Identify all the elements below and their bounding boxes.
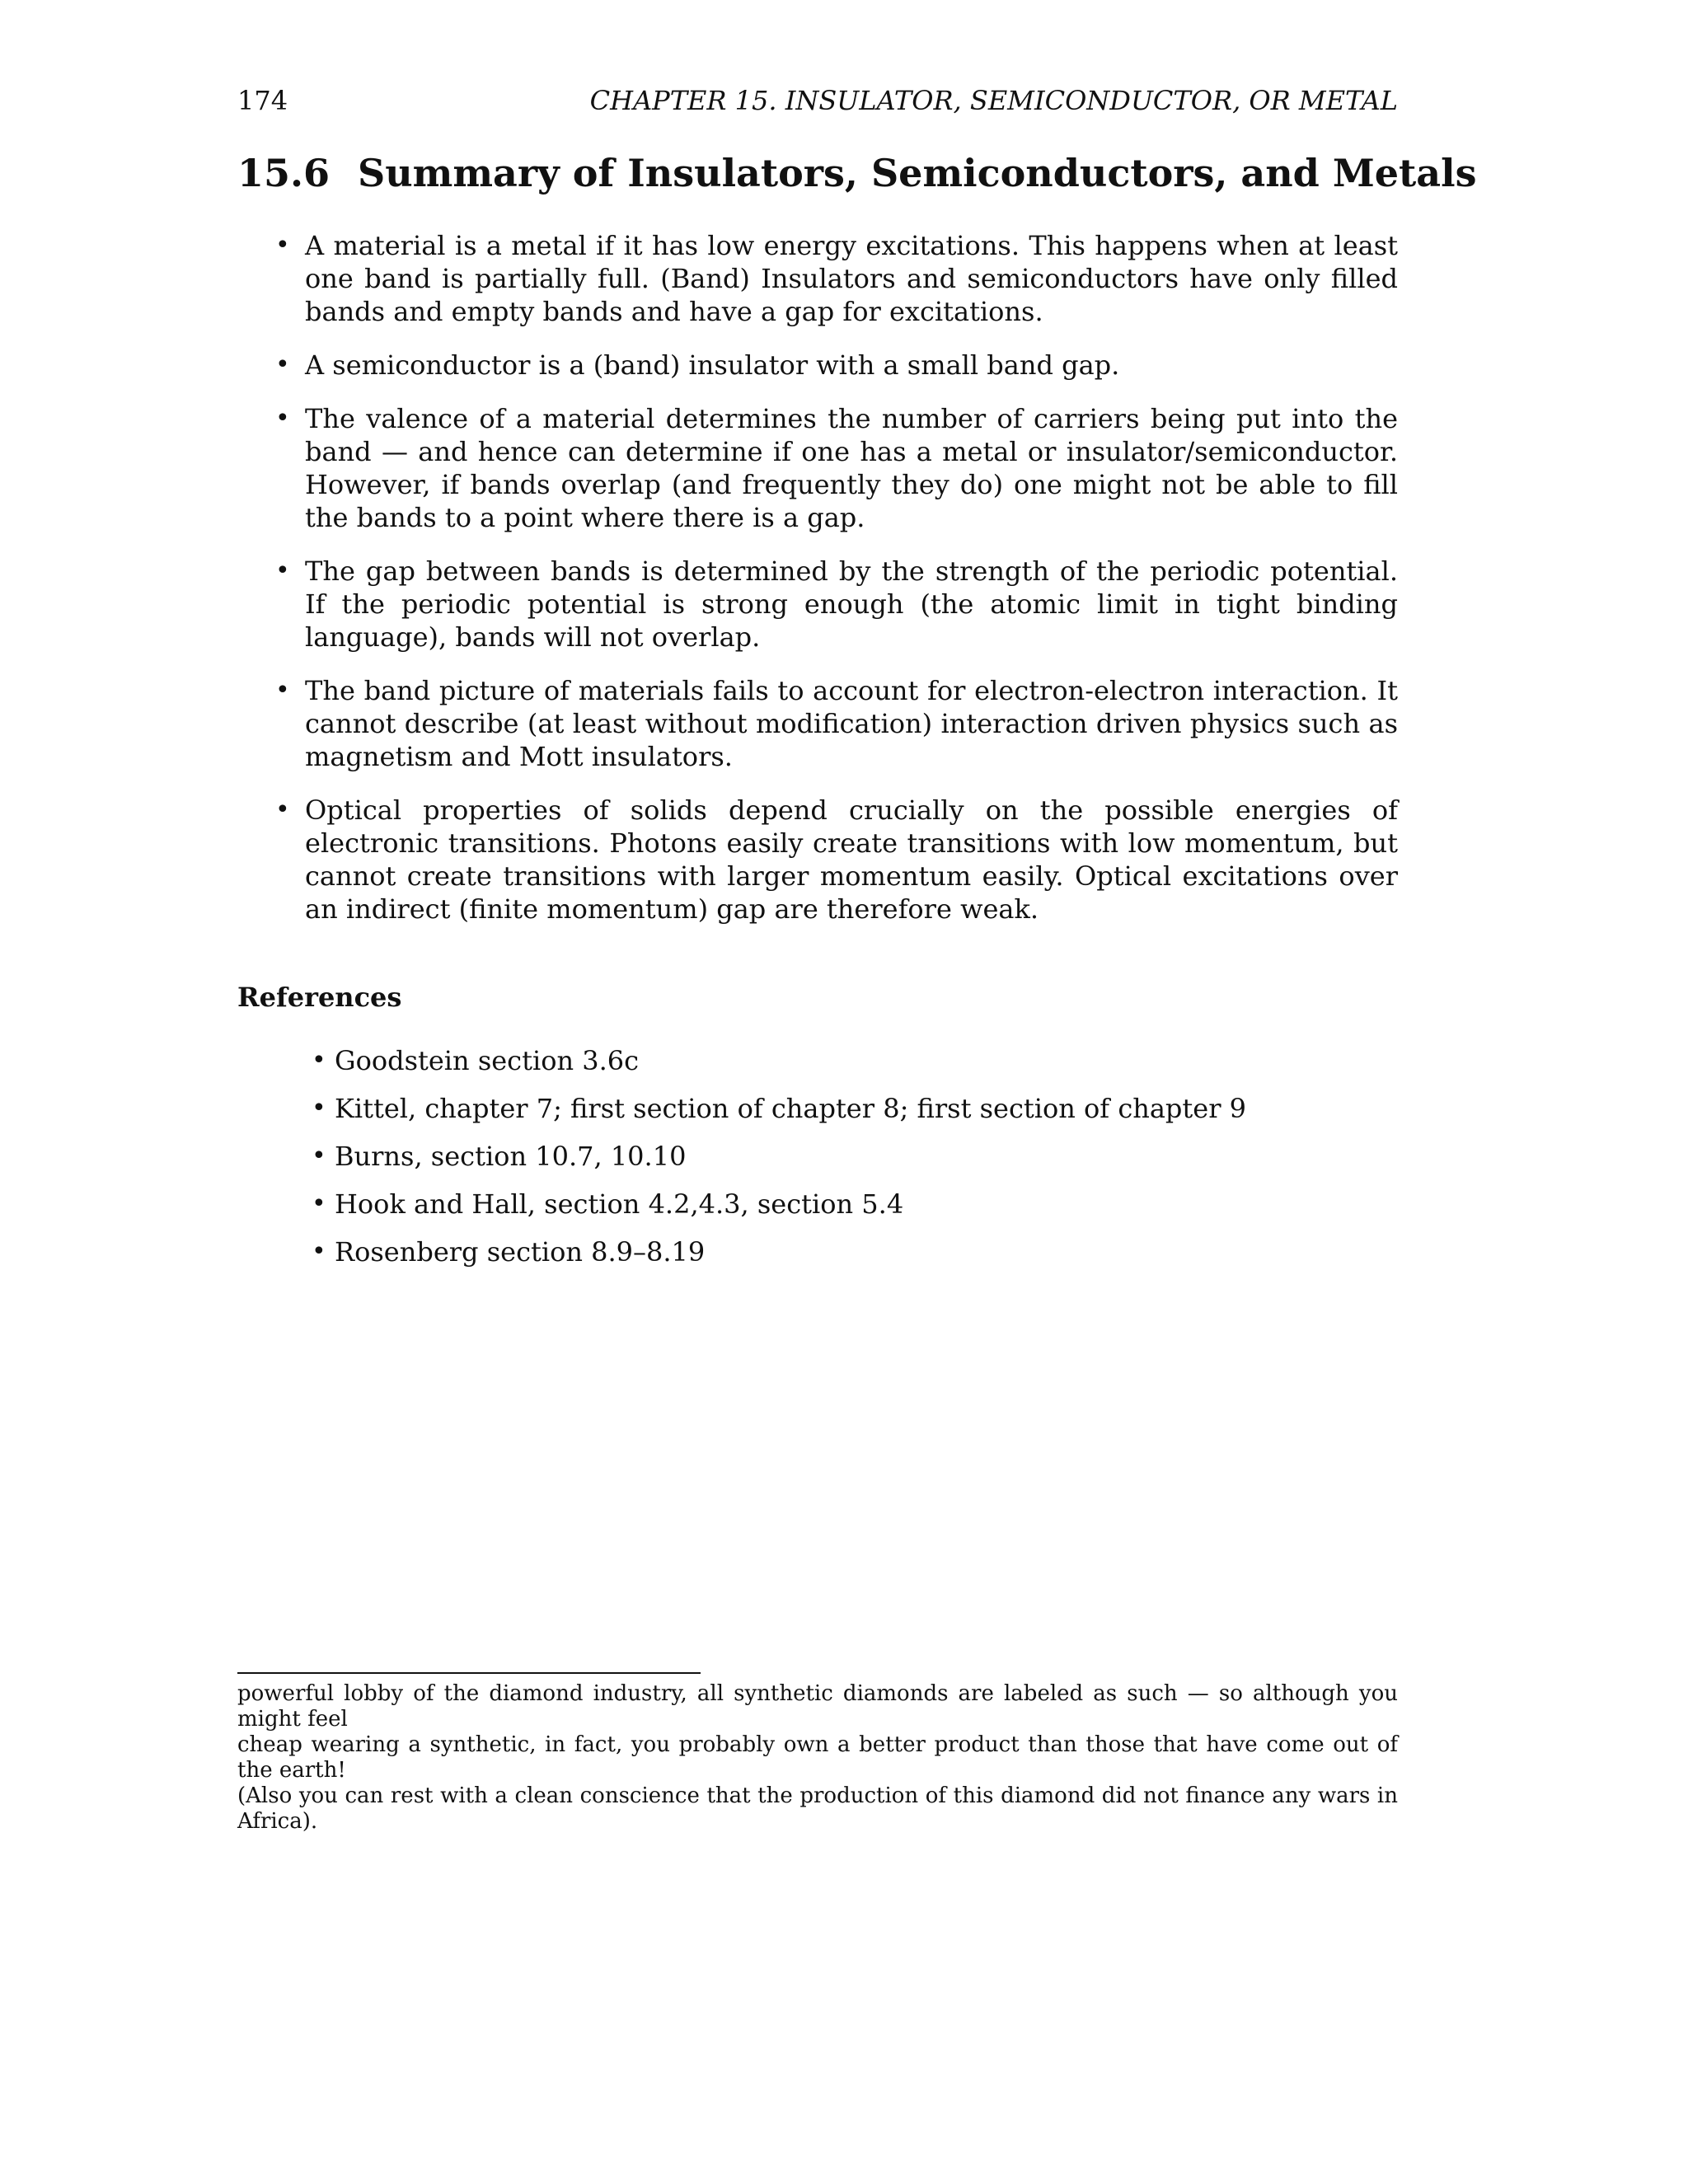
- bullet-icon: •: [312, 1094, 326, 1122]
- reference-item: [237, 1091, 1398, 1139]
- references-list: [237, 1043, 1398, 1282]
- chapter-running-title: CHAPTER 15. INSULATOR, SEMICONDUCTOR, OR METAL: [589, 85, 1398, 116]
- footnote-line: cheap wearing a synthetic, in fact, you probably own a better product than those that have come out of the earth!: [237, 1732, 1398, 1783]
- reference-text: Kittel, chapter 7; first section of chapter 8; first section of chapter 9: [335, 1093, 1247, 1124]
- footnote: [237, 1681, 1398, 1835]
- reference-text: Goodstein section 3.6c: [335, 1045, 640, 1076]
- bullet-icon: •: [275, 231, 290, 260]
- reference-text: Rosenberg section 8.9–8.19: [335, 1236, 706, 1268]
- summary-item-text: The band picture of materials fails to account for electron-electron interaction. It cannot describe (at least without modification) interaction driven physics such as magnetism and Mott insulators.: [305, 675, 1398, 772]
- summary-item: [237, 402, 1398, 534]
- summary-item: [237, 794, 1398, 926]
- bullet-icon: •: [275, 795, 290, 824]
- summary-item-text: A material is a metal if it has low energy excitations. This happens when at least one band is partially full. (Band) Insulators and semiconductors have only filled bands and empty bands and have a gap for excitations.: [305, 230, 1398, 327]
- bullet-icon: •: [312, 1189, 326, 1218]
- bullet-icon: •: [275, 676, 290, 705]
- summary-item-text: Optical properties of solids depend crucially on the possible energies of electronic transitions. Photons easily create transitions with low momentum, but cannot create transitions with larger momentum easily. Optical excitations over an indirect (finite momentum) gap are therefore weak.: [305, 794, 1398, 925]
- reference-item: [237, 1043, 1398, 1091]
- summary-item-text: The gap between bands is determined by the strength of the periodic potential. If the periodic potential is strong enough (the atomic limit in tight binding language), bands will not overlap.: [305, 555, 1398, 653]
- bullet-icon: •: [275, 404, 290, 433]
- reference-item: [237, 1235, 1398, 1282]
- bullet-icon: •: [275, 556, 290, 585]
- references-heading: References: [237, 982, 402, 1013]
- running-head: [237, 82, 1398, 119]
- summary-item-text: The valence of a material determines the number of carriers being put into the band — and hence can determine if one has a metal or insulator/semiconductor. However, if bands overlap (and frequently they do) one might not be able to fill the bands to a point where there is a gap.: [305, 403, 1398, 533]
- section-number: 15.6: [237, 151, 331, 195]
- summary-item: [237, 555, 1398, 654]
- bullet-icon: •: [275, 350, 290, 379]
- reference-item: [237, 1187, 1398, 1235]
- page-number: 174: [237, 85, 288, 116]
- reference-text: Burns, section 10.7, 10.10: [335, 1141, 687, 1172]
- footnote-line: (Also you can rest with a clean conscience that the production of this diamond did not finance any wars in Africa).: [237, 1783, 1398, 1834]
- bullet-icon: •: [312, 1237, 326, 1266]
- reference-item: [237, 1139, 1398, 1187]
- bullet-icon: •: [312, 1046, 326, 1075]
- reference-text: Hook and Hall, section 4.2,4.3, section 5.4: [335, 1188, 904, 1220]
- section-title: Summary of Insulators, Semiconductors, and Metals: [358, 151, 1477, 195]
- footnote-line: powerful lobby of the diamond industry, all synthetic diamonds are labeled as such — so although you might feel: [237, 1681, 1398, 1732]
- summary-item: [237, 674, 1398, 773]
- bullet-icon: •: [312, 1141, 326, 1170]
- summary-item-text: A semiconductor is a (band) insulator with a small band gap.: [305, 349, 1120, 381]
- footnote-rule: [237, 1672, 701, 1674]
- section-heading: [237, 148, 1477, 198]
- summary-item: [237, 229, 1398, 328]
- summary-item: [237, 349, 1398, 382]
- summary-list: [237, 229, 1398, 946]
